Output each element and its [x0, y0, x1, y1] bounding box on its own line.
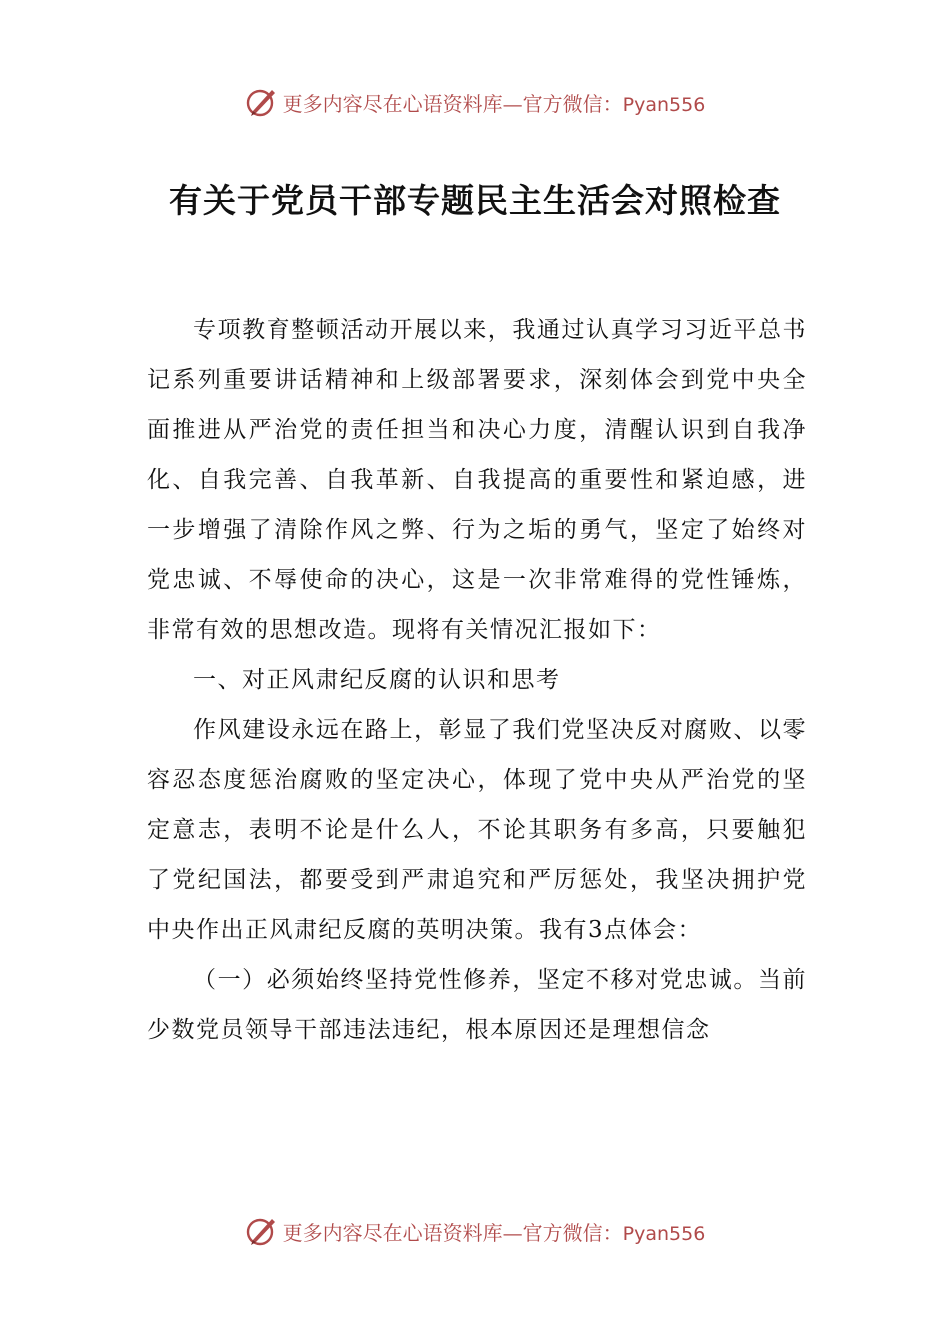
watermark-wechat-id: Pyan556	[622, 93, 706, 116]
paragraph-intro: 专项教育整顿活动开展以来，我通过认真学习习近平总书记系列重要讲话精神和上级部署要求，深刻体会到党中央全面推进从严治党的责任担当和决心力度，清醒认识到自我净化、自我完善、自我革新、自我提高的重要性和紧迫感，进一步增强了清除作风之弊、行为之垢的勇气，坚定了始终对党忠诚、不辱使命的决心，这是一次非常难得的党性锤炼，非常有效的思想改造。现将有关情况汇报如下：	[147, 317, 807, 643]
paragraph-point-one: （一）必须始终坚持党性修养，坚定不移对党忠诚。当前少数党员领导干部违法违纪，根本原因还是理想信念	[147, 967, 807, 1043]
watermark-text: 更多内容尽在心语资料库—官方微信：Pyan556	[282, 91, 706, 116]
pen-circle-icon	[245, 1214, 279, 1248]
document-title: 有关于党员干部专题民主生活会对照检查	[169, 181, 781, 220]
watermark-banner-top	[0, 82, 950, 122]
document-body	[147, 305, 807, 1055]
watermark-banner-bottom	[0, 1211, 950, 1251]
watermark-wechat-id: Pyan556	[622, 1222, 706, 1245]
section-heading: 一、对正风肃纪反腐的认识和思考	[193, 667, 561, 693]
pen-circle-icon	[245, 85, 279, 119]
paragraph-section-one: 作风建设永远在路上，彰显了我们党坚决反对腐败、以零容忍态度惩治腐败的坚定决心，体现了党中央从严治党的坚定意志，表明不论是什么人，不论其职务有多高，只要触犯了党纪国法，都要受到严肃追究和严厉惩处，我坚决拥护党中央作出正风肃纪反腐的英明决策。我有3点体会：	[147, 717, 807, 943]
watermark-text: 更多内容尽在心语资料库—官方微信：Pyan556	[282, 1220, 706, 1245]
